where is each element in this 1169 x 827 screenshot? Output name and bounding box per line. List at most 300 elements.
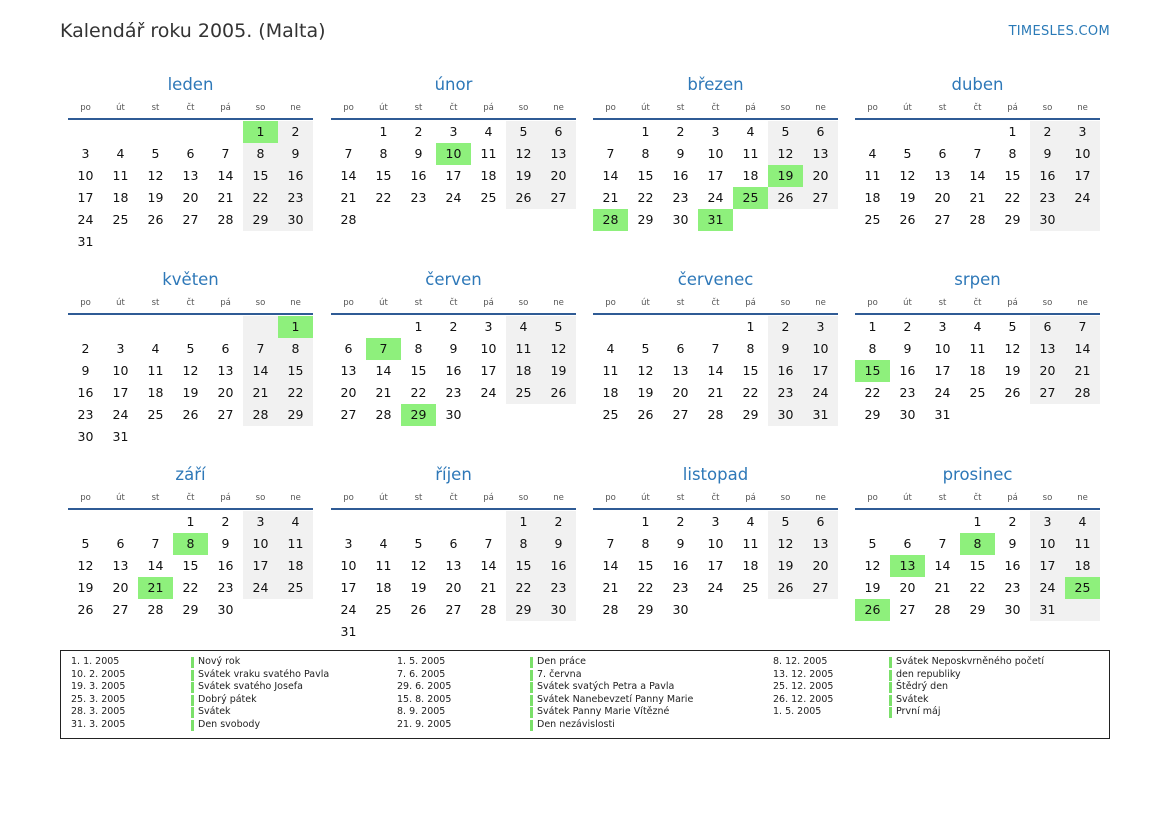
day-cell[interactable]: 9 [414,146,423,161]
day-cell[interactable]: 5 [186,341,195,356]
day-cell[interactable]: 19 [182,385,199,400]
day-cell[interactable]: 18 [602,385,619,400]
day-cell[interactable]: 12 [1004,341,1021,356]
day-cell[interactable]: 20 [217,385,234,400]
day-cell[interactable]: 4 [519,319,528,334]
day-cell[interactable]: 27 [812,580,829,595]
day-cell[interactable]: 16 [1004,558,1021,573]
holiday-day-cell[interactable]: 29 [401,404,436,426]
day-cell[interactable]: 10 [480,341,497,356]
day-cell[interactable]: 1 [868,319,877,334]
day-cell[interactable]: 28 [934,602,951,617]
day-cell[interactable]: 14 [375,363,392,378]
day-cell[interactable]: 2 [1008,514,1017,529]
day-cell[interactable]: 7 [151,536,160,551]
day-cell[interactable]: 27 [182,212,199,227]
day-cell[interactable]: 13 [672,363,689,378]
day-cell[interactable]: 5 [81,536,90,551]
day-cell[interactable]: 10 [812,341,829,356]
day-cell[interactable]: 30 [672,212,689,227]
day-cell[interactable]: 26 [777,190,794,205]
day-cell[interactable]: 31 [934,407,951,422]
day-cell[interactable]: 10 [1074,146,1091,161]
day-cell[interactable]: 27 [934,212,951,227]
day-cell[interactable]: 3 [1043,514,1052,529]
day-cell[interactable]: 29 [969,602,986,617]
day-cell[interactable]: 17 [480,363,497,378]
day-cell[interactable]: 6 [816,124,825,139]
day-cell[interactable]: 18 [742,558,759,573]
holiday-day-cell[interactable]: 25 [733,187,768,209]
day-cell[interactable]: 30 [550,602,567,617]
day-cell[interactable]: 25 [742,580,759,595]
day-cell[interactable]: 21 [480,580,497,595]
day-cell[interactable]: 20 [112,580,129,595]
day-cell[interactable]: 5 [151,146,160,161]
day-cell[interactable]: 27 [812,190,829,205]
day-cell[interactable]: 20 [672,385,689,400]
day-cell[interactable]: 4 [606,341,615,356]
day-cell[interactable]: 14 [217,168,234,183]
day-cell[interactable]: 29 [637,212,654,227]
day-cell[interactable]: 16 [77,385,94,400]
day-cell[interactable]: 28 [252,407,269,422]
day-cell[interactable]: 8 [641,146,650,161]
day-cell[interactable]: 23 [1004,580,1021,595]
day-cell[interactable]: 21 [602,580,619,595]
day-cell[interactable]: 20 [340,385,357,400]
day-cell[interactable]: 4 [379,536,388,551]
holiday-day-cell[interactable]: 1 [278,316,313,338]
day-cell[interactable]: 31 [340,624,357,639]
day-cell[interactable]: 6 [938,146,947,161]
day-cell[interactable]: 24 [707,190,724,205]
day-cell[interactable]: 18 [112,190,129,205]
day-cell[interactable]: 2 [291,124,300,139]
day-cell[interactable]: 14 [602,168,619,183]
day-cell[interactable]: 20 [812,558,829,573]
day-cell[interactable]: 5 [781,124,790,139]
day-cell[interactable]: 23 [1039,190,1056,205]
day-cell[interactable]: 6 [186,146,195,161]
day-cell[interactable]: 9 [449,341,458,356]
day-cell[interactable]: 4 [1078,514,1087,529]
day-cell[interactable]: 29 [637,602,654,617]
day-cell[interactable]: 29 [742,407,759,422]
day-cell[interactable]: 16 [672,168,689,183]
day-cell[interactable]: 19 [410,580,427,595]
day-cell[interactable]: 10 [707,536,724,551]
day-cell[interactable]: 26 [1004,385,1021,400]
day-cell[interactable]: 11 [375,558,392,573]
day-cell[interactable]: 12 [899,168,916,183]
day-cell[interactable]: 4 [868,146,877,161]
day-cell[interactable]: 26 [147,212,164,227]
day-cell[interactable]: 13 [445,558,462,573]
day-cell[interactable]: 9 [1008,536,1017,551]
day-cell[interactable]: 5 [414,536,423,551]
day-cell[interactable]: 9 [1043,146,1052,161]
day-cell[interactable]: 1 [519,514,528,529]
day-cell[interactable]: 26 [550,385,567,400]
day-cell[interactable]: 25 [602,407,619,422]
day-cell[interactable]: 3 [711,514,720,529]
day-cell[interactable]: 6 [676,341,685,356]
day-cell[interactable]: 18 [969,363,986,378]
day-cell[interactable]: 21 [602,190,619,205]
day-cell[interactable]: 13 [1039,341,1056,356]
day-cell[interactable]: 24 [1039,580,1056,595]
day-cell[interactable]: 1 [1008,124,1017,139]
day-cell[interactable]: 1 [746,319,755,334]
day-cell[interactable]: 26 [515,190,532,205]
day-cell[interactable]: 16 [1039,168,1056,183]
day-cell[interactable]: 10 [340,558,357,573]
day-cell[interactable]: 22 [375,190,392,205]
day-cell[interactable]: 8 [1008,146,1017,161]
day-cell[interactable]: 25 [864,212,881,227]
day-cell[interactable]: 27 [550,190,567,205]
day-cell[interactable]: 22 [515,580,532,595]
day-cell[interactable]: 30 [217,602,234,617]
day-cell[interactable]: 21 [1074,363,1091,378]
day-cell[interactable]: 8 [868,341,877,356]
day-cell[interactable]: 16 [410,168,427,183]
day-cell[interactable]: 13 [182,168,199,183]
day-cell[interactable]: 4 [116,146,125,161]
day-cell[interactable]: 10 [1039,536,1056,551]
day-cell[interactable]: 22 [969,580,986,595]
day-cell[interactable]: 22 [252,190,269,205]
day-cell[interactable]: 17 [1039,558,1056,573]
day-cell[interactable]: 25 [375,602,392,617]
holiday-day-cell[interactable]: 8 [173,533,208,555]
holiday-day-cell[interactable]: 28 [593,209,628,231]
day-cell[interactable]: 4 [484,124,493,139]
day-cell[interactable]: 17 [340,580,357,595]
day-cell[interactable]: 30 [1004,602,1021,617]
day-cell[interactable]: 9 [676,536,685,551]
day-cell[interactable]: 1 [379,124,388,139]
day-cell[interactable]: 6 [903,536,912,551]
day-cell[interactable]: 24 [1074,190,1091,205]
day-cell[interactable]: 3 [116,341,125,356]
day-cell[interactable]: 8 [746,341,755,356]
day-cell[interactable]: 15 [515,558,532,573]
day-cell[interactable]: 6 [1043,319,1052,334]
day-cell[interactable]: 12 [550,341,567,356]
day-cell[interactable]: 24 [340,602,357,617]
day-cell[interactable]: 21 [934,580,951,595]
day-cell[interactable]: 17 [252,558,269,573]
day-cell[interactable]: 28 [969,212,986,227]
day-cell[interactable]: 4 [291,514,300,529]
day-cell[interactable]: 30 [77,429,94,444]
day-cell[interactable]: 31 [112,429,129,444]
day-cell[interactable]: 12 [777,536,794,551]
day-cell[interactable]: 24 [252,580,269,595]
day-cell[interactable]: 6 [116,536,125,551]
day-cell[interactable]: 6 [554,124,563,139]
day-cell[interactable]: 13 [340,363,357,378]
day-cell[interactable]: 2 [676,124,685,139]
day-cell[interactable]: 11 [602,363,619,378]
day-cell[interactable]: 2 [676,514,685,529]
day-cell[interactable]: 8 [641,536,650,551]
day-cell[interactable]: 12 [182,363,199,378]
day-cell[interactable]: 30 [777,407,794,422]
day-cell[interactable]: 25 [969,385,986,400]
day-cell[interactable]: 24 [445,190,462,205]
day-cell[interactable]: 9 [781,341,790,356]
day-cell[interactable]: 19 [1004,363,1021,378]
day-cell[interactable]: 26 [410,602,427,617]
day-cell[interactable]: 1 [186,514,195,529]
day-cell[interactable]: 13 [550,146,567,161]
day-cell[interactable]: 15 [637,168,654,183]
day-cell[interactable]: 23 [410,190,427,205]
day-cell[interactable]: 27 [672,407,689,422]
day-cell[interactable]: 24 [77,212,94,227]
day-cell[interactable]: 29 [864,407,881,422]
day-cell[interactable]: 28 [340,212,357,227]
day-cell[interactable]: 9 [291,146,300,161]
day-cell[interactable]: 25 [515,385,532,400]
day-cell[interactable]: 13 [812,146,829,161]
holiday-day-cell[interactable]: 21 [138,577,173,599]
day-cell[interactable]: 8 [379,146,388,161]
day-cell[interactable]: 11 [969,341,986,356]
day-cell[interactable]: 27 [340,407,357,422]
day-cell[interactable]: 16 [287,168,304,183]
day-cell[interactable]: 15 [410,363,427,378]
day-cell[interactable]: 2 [554,514,563,529]
day-cell[interactable]: 22 [1004,190,1021,205]
day-cell[interactable]: 18 [515,363,532,378]
day-cell[interactable]: 22 [182,580,199,595]
day-cell[interactable]: 2 [221,514,230,529]
day-cell[interactable]: 5 [1008,319,1017,334]
day-cell[interactable]: 15 [252,168,269,183]
day-cell[interactable]: 27 [217,407,234,422]
holiday-day-cell[interactable]: 25 [1065,577,1100,599]
day-cell[interactable]: 25 [287,580,304,595]
day-cell[interactable]: 7 [221,146,230,161]
day-cell[interactable]: 23 [77,407,94,422]
day-cell[interactable]: 16 [899,363,916,378]
day-cell[interactable]: 14 [340,168,357,183]
day-cell[interactable]: 26 [899,212,916,227]
day-cell[interactable]: 25 [480,190,497,205]
day-cell[interactable]: 29 [1004,212,1021,227]
day-cell[interactable]: 11 [864,168,881,183]
day-cell[interactable]: 7 [1078,319,1087,334]
day-cell[interactable]: 30 [287,212,304,227]
day-cell[interactable]: 17 [1074,168,1091,183]
day-cell[interactable]: 11 [112,168,129,183]
day-cell[interactable]: 24 [480,385,497,400]
day-cell[interactable]: 26 [637,407,654,422]
day-cell[interactable]: 9 [81,363,90,378]
day-cell[interactable]: 5 [641,341,650,356]
day-cell[interactable]: 14 [480,558,497,573]
day-cell[interactable]: 10 [77,168,94,183]
day-cell[interactable]: 30 [899,407,916,422]
day-cell[interactable]: 15 [1004,168,1021,183]
day-cell[interactable]: 25 [147,407,164,422]
day-cell[interactable]: 10 [252,536,269,551]
day-cell[interactable]: 3 [344,536,353,551]
day-cell[interactable]: 7 [606,536,615,551]
day-cell[interactable]: 23 [672,190,689,205]
day-cell[interactable]: 16 [777,363,794,378]
day-cell[interactable]: 6 [221,341,230,356]
day-cell[interactable]: 29 [515,602,532,617]
day-cell[interactable]: 27 [112,602,129,617]
day-cell[interactable]: 17 [112,385,129,400]
day-cell[interactable]: 21 [375,385,392,400]
day-cell[interactable]: 9 [554,536,563,551]
day-cell[interactable]: 4 [746,514,755,529]
site-link[interactable]: TIMESLES.COM [1008,24,1110,39]
day-cell[interactable]: 21 [707,385,724,400]
day-cell[interactable]: 7 [256,341,265,356]
holiday-day-cell[interactable]: 7 [366,338,401,360]
day-cell[interactable]: 14 [1074,341,1091,356]
day-cell[interactable]: 28 [1074,385,1091,400]
day-cell[interactable]: 7 [973,146,982,161]
day-cell[interactable]: 28 [707,407,724,422]
day-cell[interactable]: 11 [515,341,532,356]
day-cell[interactable]: 8 [256,146,265,161]
day-cell[interactable]: 15 [375,168,392,183]
day-cell[interactable]: 7 [484,536,493,551]
day-cell[interactable]: 18 [147,385,164,400]
day-cell[interactable]: 31 [1039,602,1056,617]
day-cell[interactable]: 22 [637,190,654,205]
day-cell[interactable]: 10 [707,146,724,161]
day-cell[interactable]: 19 [147,190,164,205]
day-cell[interactable]: 2 [781,319,790,334]
holiday-day-cell[interactable]: 1 [243,121,278,143]
day-cell[interactable]: 23 [672,580,689,595]
day-cell[interactable]: 14 [969,168,986,183]
day-cell[interactable]: 14 [602,558,619,573]
day-cell[interactable]: 19 [637,385,654,400]
day-cell[interactable]: 14 [252,363,269,378]
day-cell[interactable]: 11 [147,363,164,378]
day-cell[interactable]: 23 [899,385,916,400]
day-cell[interactable]: 18 [1074,558,1091,573]
day-cell[interactable]: 9 [221,536,230,551]
day-cell[interactable]: 18 [742,168,759,183]
day-cell[interactable]: 17 [77,190,94,205]
day-cell[interactable]: 7 [606,146,615,161]
day-cell[interactable]: 3 [711,124,720,139]
day-cell[interactable]: 19 [777,558,794,573]
day-cell[interactable]: 12 [777,146,794,161]
day-cell[interactable]: 3 [938,319,947,334]
day-cell[interactable]: 16 [672,558,689,573]
day-cell[interactable]: 3 [81,146,90,161]
day-cell[interactable]: 23 [550,580,567,595]
day-cell[interactable]: 2 [449,319,458,334]
day-cell[interactable]: 13 [934,168,951,183]
day-cell[interactable]: 31 [77,234,94,249]
day-cell[interactable]: 3 [484,319,493,334]
day-cell[interactable]: 23 [287,190,304,205]
day-cell[interactable]: 24 [707,580,724,595]
holiday-day-cell[interactable]: 10 [436,143,471,165]
day-cell[interactable]: 23 [445,385,462,400]
day-cell[interactable]: 6 [449,536,458,551]
day-cell[interactable]: 18 [375,580,392,595]
day-cell[interactable]: 1 [641,124,650,139]
day-cell[interactable]: 13 [217,363,234,378]
day-cell[interactable]: 8 [519,536,528,551]
day-cell[interactable]: 20 [550,168,567,183]
day-cell[interactable]: 28 [147,602,164,617]
day-cell[interactable]: 14 [147,558,164,573]
day-cell[interactable]: 7 [711,341,720,356]
day-cell[interactable]: 13 [112,558,129,573]
day-cell[interactable]: 3 [1078,124,1087,139]
holiday-day-cell[interactable]: 8 [960,533,995,555]
holiday-day-cell[interactable]: 13 [890,555,925,577]
day-cell[interactable]: 2 [81,341,90,356]
day-cell[interactable]: 21 [340,190,357,205]
day-cell[interactable]: 10 [934,341,951,356]
day-cell[interactable]: 25 [112,212,129,227]
day-cell[interactable]: 27 [1039,385,1056,400]
day-cell[interactable]: 16 [445,363,462,378]
day-cell[interactable]: 19 [77,580,94,595]
day-cell[interactable]: 5 [554,319,563,334]
day-cell[interactable]: 12 [637,363,654,378]
day-cell[interactable]: 9 [903,341,912,356]
day-cell[interactable]: 24 [934,385,951,400]
day-cell[interactable]: 4 [151,341,160,356]
day-cell[interactable]: 5 [903,146,912,161]
day-cell[interactable]: 14 [707,363,724,378]
day-cell[interactable]: 12 [410,558,427,573]
day-cell[interactable]: 17 [707,558,724,573]
day-cell[interactable]: 27 [445,602,462,617]
day-cell[interactable]: 11 [287,536,304,551]
day-cell[interactable]: 2 [903,319,912,334]
day-cell[interactable]: 28 [217,212,234,227]
day-cell[interactable]: 26 [77,602,94,617]
day-cell[interactable]: 18 [480,168,497,183]
day-cell[interactable]: 15 [637,558,654,573]
day-cell[interactable]: 22 [864,385,881,400]
day-cell[interactable]: 16 [550,558,567,573]
day-cell[interactable]: 28 [480,602,497,617]
day-cell[interactable]: 1 [414,319,423,334]
day-cell[interactable]: 18 [864,190,881,205]
day-cell[interactable]: 21 [969,190,986,205]
day-cell[interactable]: 8 [291,341,300,356]
day-cell[interactable]: 16 [217,558,234,573]
day-cell[interactable]: 30 [672,602,689,617]
day-cell[interactable]: 11 [1074,536,1091,551]
day-cell[interactable]: 28 [602,602,619,617]
day-cell[interactable]: 3 [816,319,825,334]
day-cell[interactable]: 5 [519,124,528,139]
day-cell[interactable]: 3 [449,124,458,139]
day-cell[interactable]: 2 [1043,124,1052,139]
day-cell[interactable]: 15 [969,558,986,573]
